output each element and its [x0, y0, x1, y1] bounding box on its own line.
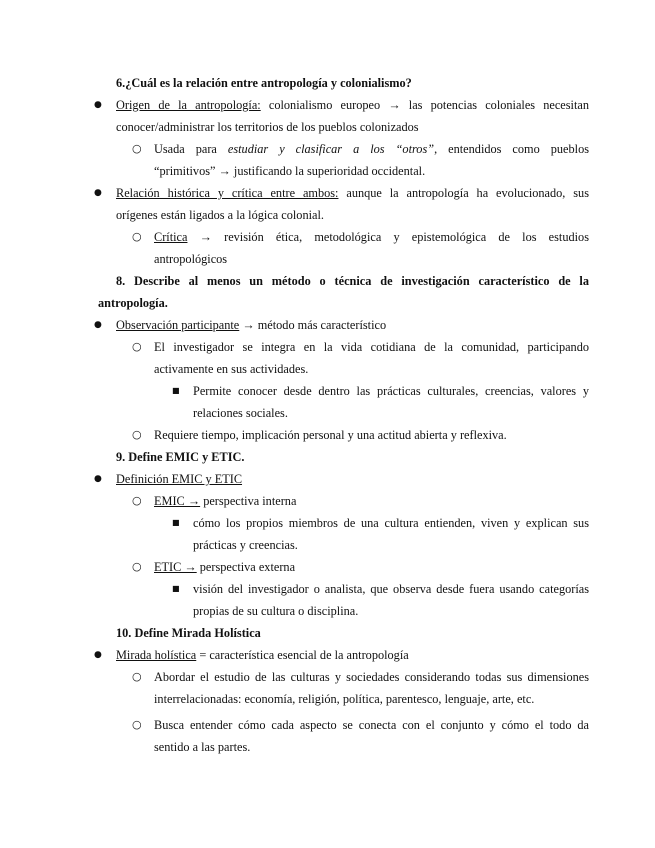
bullet-origen-cont: conocer/administrar los territorios de los pueblos colonizados — [116, 120, 419, 134]
subbullet-marker: ○ — [132, 718, 142, 731]
question-8-heading: 8. Describe al menos un método o técnica de investigación característico de la — [116, 274, 589, 288]
subsubbullet-marker: ■ — [172, 386, 180, 395]
subbullet-text: → revisión ética, metodológica y epistemológica de los estudios — [187, 230, 589, 244]
subsubbullet-etic — [0, 578, 589, 600]
subbullet-text: , entendidos como pueblos — [434, 142, 590, 156]
subbullet-marker: ○ — [132, 494, 142, 507]
subbullet-marker: ○ — [132, 428, 142, 441]
subbullet-etic — [0, 556, 589, 578]
subbullet-usada-cont: “primitivos” → justificando la superioridad occidental. — [154, 164, 426, 178]
question-9-heading: 9. Define EMIC y ETIC. — [116, 450, 245, 464]
bullet-marker: ● — [94, 650, 102, 660]
subbullet-marker: ○ — [132, 670, 142, 683]
bullet-label: Origen de la antropología: — [116, 98, 261, 112]
subbullet-investigador-cont: activamente en sus actividades. — [154, 362, 309, 376]
bullet-marker: ● — [94, 100, 102, 110]
subsubbullet-permite-cont: relaciones sociales. — [193, 406, 288, 420]
bullet-text: colonialismo europeo → las potencias coloniales necesitan — [260, 98, 589, 112]
subbullet-busca-cont: sentido a las partes. — [154, 740, 251, 754]
bullet-mirada — [0, 644, 589, 666]
subsubbullet-permite — [0, 380, 589, 402]
subbullet-marker: ○ — [132, 142, 142, 155]
subsubbullet-marker: ■ — [172, 518, 180, 527]
subbullet-usada — [0, 138, 589, 160]
bullet-text: aunque la antropología ha evolucionado, sus — [338, 186, 589, 200]
bullet-label: Observación participante — [116, 318, 240, 332]
bullet-definicion — [0, 468, 589, 490]
bullet-origen — [0, 94, 589, 116]
bullet-observacion — [0, 314, 589, 336]
bullet-text: → método más característico — [239, 318, 387, 332]
bullet-label: Relación histórica y crítica entre ambos: — [116, 186, 339, 200]
question-8-heading-cont: antropología. — [98, 296, 168, 310]
subbullet-critica-cont: antropológicos — [154, 252, 228, 266]
subbullet-label: ETIC → — [154, 560, 197, 574]
question-10-heading: 10. Define Mirada Holística — [116, 626, 261, 640]
subsubbullet-marker: ■ — [172, 584, 180, 593]
subbullet-abordar-cont: interrelacionadas: economía, religión, política, parentesco, lenguaje, arte, etc. — [154, 692, 535, 706]
subbullet-text: Usada para — [154, 142, 228, 156]
subbullet-text: Requiere tiempo, implicación personal y una actitud abierta y reflexiva. — [154, 428, 507, 442]
bullet-relacion-cont: orígenes están ligados a la lógica colonial. — [116, 208, 324, 222]
subbullet-requiere — [0, 424, 589, 446]
bullet-relacion — [0, 182, 589, 204]
subbullet-label: Crítica — [154, 230, 188, 244]
subsubbullet-emic — [0, 512, 589, 534]
subbullet-text: Abordar el estudio de las culturas y sociedades considerando todas sus dimensiones — [154, 670, 589, 684]
subbullet-text: perspectiva externa — [196, 560, 296, 574]
bullet-label: Mirada holística — [116, 648, 197, 662]
subsubbullet-text: Permite conocer desde dentro las prácticas culturales, creencias, valores y — [193, 384, 589, 398]
subsubbullet-text: visión del investigador o analista, que observa desde fuera usando categorías — [193, 582, 589, 596]
subsubbullet-emic-cont: prácticas y creencias. — [193, 538, 298, 552]
document-body — [0, 72, 655, 758]
subsubbullet-text: cómo los propios miembros de una cultura entienden, viven y explican sus — [193, 516, 589, 530]
subbullet-busca — [0, 714, 589, 736]
subbullet-text: El investigador se integra en la vida cotidiana de la comunidad, participando — [154, 340, 589, 354]
subbullet-marker: ○ — [132, 340, 142, 353]
question-6-heading: 6.¿Cuál es la relación entre antropología y colonialismo? — [116, 76, 412, 90]
subbullet-emic — [0, 490, 589, 512]
bullet-label: Definición EMIC y ETIC — [116, 472, 243, 486]
subbullet-marker: ○ — [132, 560, 142, 573]
bullet-marker: ● — [94, 320, 102, 330]
subbullet-label: EMIC → — [154, 494, 201, 508]
subbullet-critica — [0, 226, 589, 248]
subsubbullet-etic-cont: propias de su cultura o disciplina. — [193, 604, 359, 618]
subbullet-text: Busca entender cómo cada aspecto se conecta con el conjunto y cómo el todo da — [154, 718, 589, 732]
subbullet-text: perspectiva interna — [200, 494, 297, 508]
bullet-marker: ● — [94, 474, 102, 484]
subbullet-investigador — [0, 336, 589, 358]
subbullet-italic: estudiar y clasificar a los “otros” — [227, 142, 435, 156]
bullet-text: = característica esencial de la antropología — [196, 648, 409, 662]
subbullet-marker: ○ — [132, 230, 142, 243]
subbullet-abordar — [0, 666, 589, 688]
bullet-marker: ● — [94, 188, 102, 198]
